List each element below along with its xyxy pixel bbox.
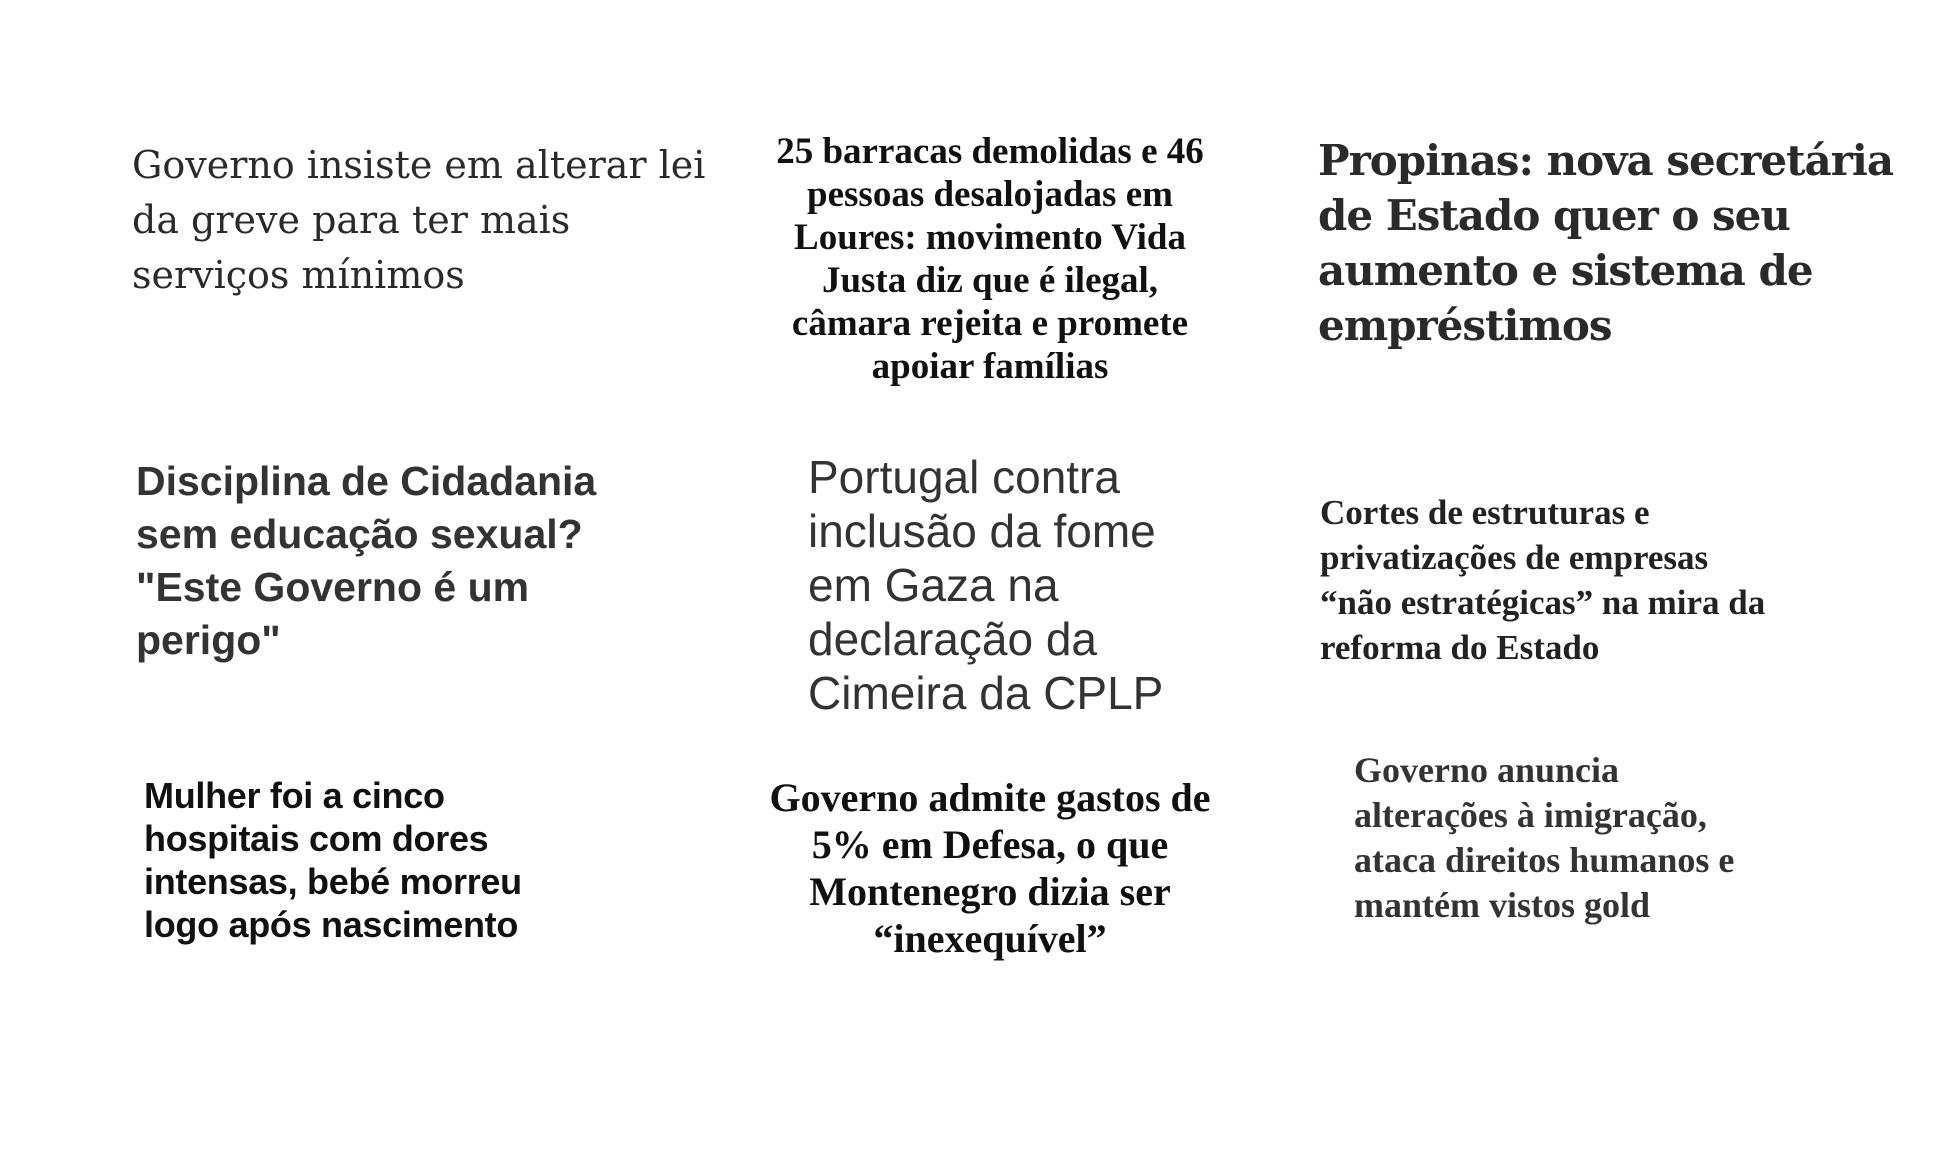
headline-line: Cortes de estruturas e — [1320, 493, 1650, 532]
headline-greve-servicos-minimos — [132, 138, 712, 303]
headline-line: Governo insiste em alterar lei — [132, 143, 706, 187]
headline-line: Cimeira da CPLP — [808, 667, 1164, 719]
headline-cidadania — [136, 455, 656, 667]
headline-reforma-estado — [1320, 490, 1840, 670]
headline-line: “não estratégicas” na mira da — [1320, 583, 1766, 622]
headline-line: "Este Governo é um — [136, 564, 530, 610]
headline-defesa — [730, 774, 1250, 962]
headline-line: Justa diz que é ilegal, — [821, 260, 1159, 301]
headline-line: sem educação sexual? — [136, 511, 583, 557]
headline-line: “inexequível” — [873, 916, 1107, 961]
headline-line: de Estado quer o seu — [1318, 191, 1790, 240]
headline-line: serviços mínimos — [132, 253, 465, 297]
headline-line: Propinas: nova secretária — [1318, 136, 1894, 185]
headline-hospitais — [144, 774, 614, 946]
headline-barracas-loures — [720, 130, 1260, 388]
headline-line: aumento e sistema de — [1318, 246, 1813, 295]
headline-line: 5% em Defesa, o que — [811, 822, 1169, 867]
headline-line: pessoas desalojadas em — [807, 174, 1173, 215]
headline-line: da greve para ter mais — [132, 198, 571, 242]
headline-propinas — [1318, 133, 1894, 353]
headline-line: intensas, bebé morreu — [144, 861, 522, 902]
headline-line: declaração da — [808, 613, 1097, 665]
headline-line: Montenegro dizia ser — [809, 869, 1171, 914]
headline-line: alterações à imigração, — [1354, 795, 1707, 835]
headline-line: privatizações de empresas — [1320, 538, 1709, 577]
headline-gaza-cplp — [808, 450, 1228, 720]
headline-imigracao — [1354, 748, 1814, 928]
headline-line: em Gaza na — [808, 559, 1059, 611]
headline-line: perigo" — [136, 617, 281, 663]
headline-line: inclusão da fome — [808, 505, 1156, 557]
headline-line: hospitais com dores — [144, 818, 489, 859]
headline-line: apoiar famílias — [871, 346, 1109, 387]
headline-line: Disciplina de Cidadania — [136, 458, 597, 504]
headline-line: empréstimos — [1318, 301, 1612, 350]
headline-line: Portugal contra — [808, 451, 1120, 503]
headline-line: Governo admite gastos de — [769, 775, 1211, 820]
headline-line: Mulher foi a cinco — [144, 775, 445, 816]
headline-line: mantém vistos gold — [1354, 885, 1650, 925]
headline-line: Governo anuncia — [1354, 750, 1620, 790]
headline-line: Loures: movimento Vida — [794, 217, 1186, 258]
headline-line: reforma do Estado — [1320, 628, 1600, 667]
headline-line: logo após nascimento — [144, 904, 519, 945]
headline-line: 25 barracas demolidas e 46 — [776, 131, 1204, 172]
headline-line: ataca direitos humanos e — [1354, 840, 1735, 880]
headline-line: câmara rejeita e promete — [791, 303, 1189, 344]
